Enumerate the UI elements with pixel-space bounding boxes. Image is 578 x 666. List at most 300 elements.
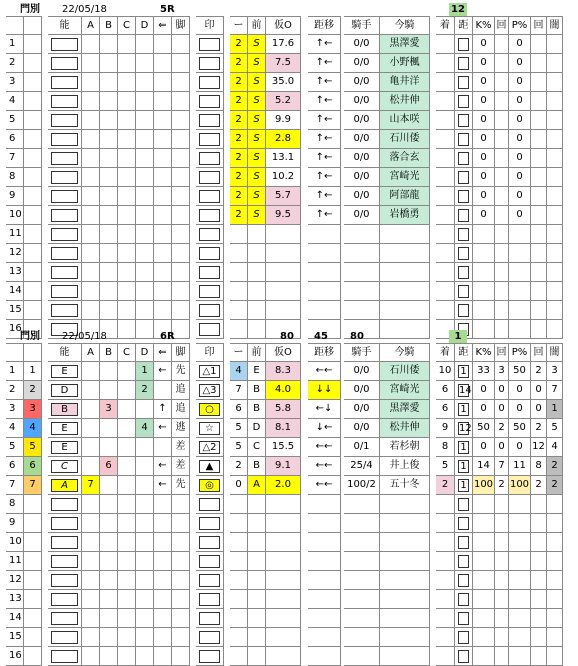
d-cell: 2: [136, 381, 154, 400]
weight-cell: 2: [230, 54, 248, 73]
distance-cell-input[interactable]: [458, 152, 469, 165]
odds-cell: 7.5: [266, 54, 301, 73]
empty-input-cell-input[interactable]: [458, 498, 469, 511]
blank-cell: [82, 533, 100, 552]
mark-cell-input[interactable]: ◎: [199, 479, 220, 492]
dark-cell: [547, 111, 563, 130]
column-header: ⇐: [154, 343, 172, 362]
mark-cell-input[interactable]: [199, 209, 220, 222]
p-count-cell: [531, 168, 547, 187]
empty-input-cell-input[interactable]: [458, 536, 469, 549]
p-rate-cell: 0: [509, 73, 531, 92]
distance-cell-input[interactable]: [458, 190, 469, 203]
horse-number: 1: [6, 35, 24, 54]
c-cell: [118, 457, 136, 476]
empty-input-cell-input[interactable]: [199, 323, 220, 336]
blank-cell: [547, 552, 563, 571]
table-row: [6, 168, 572, 187]
empty-input-cell-input[interactable]: [51, 285, 78, 298]
k-rate-cell: 0: [473, 206, 495, 225]
empty-input-cell-input[interactable]: [458, 285, 469, 298]
blank-cell: [495, 225, 509, 244]
empty-input-cell-input[interactable]: [199, 650, 220, 663]
mark-cell-input[interactable]: △3: [199, 384, 220, 397]
blank-cell: [24, 225, 42, 244]
blank-cell: [344, 244, 380, 263]
column-header: D: [136, 343, 154, 362]
jockey-stat-cell: 0/1: [344, 438, 380, 457]
empty-input-cell-input[interactable]: [199, 285, 220, 298]
dark-cell: [547, 168, 563, 187]
ability-cell-input[interactable]: D: [51, 384, 78, 397]
weight-cell: 7: [230, 381, 248, 400]
distance-cell-input[interactable]: 1: [458, 441, 469, 454]
finish-cell: [436, 149, 455, 168]
blank-cell: [136, 609, 154, 628]
jockey-stat-cell: 0/0: [344, 149, 380, 168]
column-header: 闇: [547, 343, 563, 362]
distance-cell-input[interactable]: [458, 171, 469, 184]
empty-input-cell-input[interactable]: [199, 304, 220, 317]
distance-cell: [455, 111, 473, 130]
blank-cell: [266, 244, 301, 263]
style-cell: C: [248, 438, 266, 457]
empty-input-cell-input[interactable]: [51, 555, 78, 568]
blank-cell: [344, 514, 380, 533]
empty-input-cell-input[interactable]: [51, 304, 78, 317]
header-blank: [24, 16, 42, 35]
mark-cell-input[interactable]: [199, 171, 220, 184]
mark-cell-input[interactable]: ○: [199, 403, 220, 416]
empty-input-cell: [455, 244, 473, 263]
blank-cell: [436, 282, 455, 301]
mark-cell-input[interactable]: [199, 95, 220, 108]
ability-cell-input[interactable]: [51, 133, 78, 146]
empty-input-cell-input[interactable]: [458, 266, 469, 279]
rider-cell: 黒澤愛: [380, 400, 430, 419]
distance-cell-input[interactable]: [458, 38, 469, 51]
empty-input-cell-input[interactable]: [458, 228, 469, 241]
blank-cell: [248, 320, 266, 339]
blank-cell: [136, 168, 154, 187]
finish-cell: 8: [436, 438, 455, 457]
table-row: [6, 400, 572, 419]
style-cell: B: [248, 400, 266, 419]
column-header: 騎手: [344, 16, 380, 35]
ability-cell: [48, 438, 82, 457]
arrow-cell: ←: [154, 419, 172, 438]
blank-cell: [380, 533, 430, 552]
ability-cell-input[interactable]: [51, 114, 78, 127]
leg-cell: 先: [172, 476, 190, 495]
blank-cell: [24, 590, 42, 609]
blank-cell: [118, 628, 136, 647]
header-blank: [6, 343, 24, 362]
p-count-cell: 2: [531, 476, 547, 495]
empty-input-cell-input[interactable]: [458, 631, 469, 644]
c-cell: [118, 362, 136, 381]
mark-cell-input[interactable]: △2: [199, 441, 220, 454]
p-count-cell: [531, 54, 547, 73]
ability-cell: [48, 419, 82, 438]
empty-input-cell-input[interactable]: [51, 593, 78, 606]
mark-cell-input[interactable]: ▲: [199, 460, 220, 473]
blank-cell: [344, 495, 380, 514]
odds-cell: 8.3: [266, 362, 301, 381]
blank-cell: [136, 35, 154, 54]
blank-cell: [100, 54, 118, 73]
distance-cell: [455, 54, 473, 73]
blank-cell: [100, 282, 118, 301]
empty-input-cell-input[interactable]: [199, 612, 220, 625]
ability-cell-input[interactable]: E: [51, 422, 78, 435]
dark-cell: [547, 149, 563, 168]
empty-input-cell: [196, 590, 224, 609]
horse-number: 15: [6, 301, 24, 320]
empty-input-cell-input[interactable]: [51, 498, 78, 511]
style-cell: S: [248, 73, 266, 92]
blank-cell: [266, 282, 301, 301]
blank-cell: [495, 628, 509, 647]
distance-cell: [455, 419, 473, 438]
blank-cell: [100, 552, 118, 571]
dark-cell: 5: [547, 419, 563, 438]
gate-cell: [24, 149, 42, 168]
p-count-cell: [531, 35, 547, 54]
empty-input-cell-input[interactable]: [51, 536, 78, 549]
leg-cell: 差: [172, 457, 190, 476]
empty-input-cell-input[interactable]: [51, 612, 78, 625]
table-row-empty: [6, 495, 572, 514]
d-cell: [136, 400, 154, 419]
distance-cell: [455, 130, 473, 149]
column-header: 前: [248, 16, 266, 35]
empty-input-cell: [455, 263, 473, 282]
dark-cell: [547, 73, 563, 92]
blank-cell: [172, 301, 190, 320]
column-header: 回: [531, 343, 547, 362]
blank-cell: [100, 149, 118, 168]
ability-cell-input[interactable]: [51, 190, 78, 203]
empty-input-cell-input[interactable]: [199, 266, 220, 279]
empty-input-cell-input[interactable]: [51, 517, 78, 530]
blank-cell: [172, 609, 190, 628]
ability-cell: [48, 187, 82, 206]
empty-input-cell-input[interactable]: [458, 247, 469, 260]
mark-cell-input[interactable]: △1: [199, 365, 220, 378]
empty-input-cell: [455, 495, 473, 514]
horse-number: 2: [6, 54, 24, 73]
empty-input-cell-input[interactable]: [51, 266, 78, 279]
rider-cell: 岩橋勇: [380, 206, 430, 225]
ability-cell-input[interactable]: E: [51, 441, 78, 454]
p-rate-cell: 0: [509, 206, 531, 225]
blank-cell: [24, 571, 42, 590]
empty-input-cell-input[interactable]: [199, 555, 220, 568]
column-header: 能: [48, 343, 82, 362]
blank-cell: [136, 92, 154, 111]
blank-cell: [495, 244, 509, 263]
blank-cell: [380, 225, 430, 244]
empty-input-cell-input[interactable]: [458, 574, 469, 587]
empty-input-cell-input[interactable]: [199, 574, 220, 587]
blank-cell: [380, 590, 430, 609]
blank-cell: [100, 263, 118, 282]
blank-cell: [344, 263, 380, 282]
blank-cell: [308, 609, 341, 628]
move-cell: ←←: [308, 438, 341, 457]
blank-cell: [531, 533, 547, 552]
blank-cell: [308, 282, 341, 301]
dark-cell: [547, 35, 563, 54]
weight-cell: 0: [230, 476, 248, 495]
empty-input-cell-input[interactable]: [51, 631, 78, 644]
empty-input-cell-input[interactable]: [458, 650, 469, 663]
distance-cell-input[interactable]: [458, 57, 469, 70]
blank-cell: [118, 647, 136, 666]
blank-cell: [82, 149, 100, 168]
style-cell: B: [248, 381, 266, 400]
table-row: [6, 92, 572, 111]
mark-cell: [196, 206, 224, 225]
blank-cell: [172, 149, 190, 168]
empty-input-cell-input[interactable]: [458, 612, 469, 625]
jockey-stat-cell: 0/0: [344, 419, 380, 438]
table-row: [6, 111, 572, 130]
p-count-cell: 0: [531, 381, 547, 400]
leg-cell: 先: [172, 362, 190, 381]
ability-cell: [48, 111, 82, 130]
leg-cell: 差: [172, 438, 190, 457]
empty-input-cell-input[interactable]: [458, 555, 469, 568]
empty-input-cell-input[interactable]: [199, 536, 220, 549]
empty-input-cell-input[interactable]: [51, 228, 78, 241]
empty-input-cell-input[interactable]: [199, 247, 220, 260]
blank-cell: [154, 647, 172, 666]
blank-cell: [266, 514, 301, 533]
rider-cell: 松井伸: [380, 92, 430, 111]
blank-cell: [100, 301, 118, 320]
distance-cell-input[interactable]: 1: [458, 479, 469, 492]
p-rate-cell: 0: [509, 187, 531, 206]
gate-cell: [24, 168, 42, 187]
blank-cell: [509, 244, 531, 263]
blank-cell: [154, 206, 172, 225]
distance-cell-input[interactable]: 14: [459, 385, 472, 396]
horse-number: 8: [6, 168, 24, 187]
horse-number: 15: [6, 628, 24, 647]
blank-cell: [547, 647, 563, 666]
empty-input-cell-input[interactable]: [458, 517, 469, 530]
blank-cell: [436, 514, 455, 533]
arrow-cell: [154, 438, 172, 457]
empty-input-cell: [196, 533, 224, 552]
blank-cell: [136, 149, 154, 168]
empty-input-cell-input[interactable]: [458, 304, 469, 317]
odds-cell: 9.1: [266, 457, 301, 476]
blank-cell: [172, 647, 190, 666]
empty-input-cell-input[interactable]: [199, 498, 220, 511]
p-rate-cell: 0: [509, 92, 531, 111]
style-cell: S: [248, 206, 266, 225]
mark-cell-input[interactable]: [199, 76, 220, 89]
empty-input-cell: [48, 282, 82, 301]
p-count-cell: [531, 130, 547, 149]
horse-number: 1: [6, 362, 24, 381]
distance-cell-input[interactable]: [458, 133, 469, 146]
p-rate-cell: 100: [509, 476, 531, 495]
p-count-cell: 2: [531, 419, 547, 438]
blank-cell: [172, 225, 190, 244]
ability-cell: [48, 54, 82, 73]
blank-cell: [248, 628, 266, 647]
table-row: [6, 457, 572, 476]
distance-cell-input[interactable]: 1: [458, 365, 469, 378]
dark-cell: 2: [547, 457, 563, 476]
ability-cell: [48, 400, 82, 419]
ability-cell: [48, 206, 82, 225]
dark-cell: 1: [547, 400, 563, 419]
p-count-cell: 12: [531, 438, 547, 457]
empty-input-cell: [455, 552, 473, 571]
blank-cell: [118, 320, 136, 339]
empty-input-cell-input[interactable]: [199, 517, 220, 530]
weight-cell: 2: [230, 149, 248, 168]
date-label-2: 22/05/18: [62, 331, 107, 342]
blank-cell: [136, 533, 154, 552]
count-badge-2: 1: [449, 330, 467, 344]
distance-cell-input[interactable]: [458, 76, 469, 89]
ability-cell-input[interactable]: B: [51, 403, 78, 416]
blank-cell: [154, 168, 172, 187]
column-header: ⇐: [154, 16, 172, 35]
empty-input-cell: [455, 590, 473, 609]
blank-cell: [136, 54, 154, 73]
rider-cell: 井上俊: [380, 457, 430, 476]
empty-input-cell: [48, 628, 82, 647]
table-row: [6, 362, 572, 381]
d-cell: [136, 438, 154, 457]
move-cell: ↑←: [308, 168, 341, 187]
blank-cell: [495, 282, 509, 301]
mark-cell-input[interactable]: [199, 133, 220, 146]
mark-cell-input[interactable]: ☆: [199, 422, 220, 435]
blank-cell: [172, 628, 190, 647]
blank-cell: [118, 92, 136, 111]
blank-cell: [154, 244, 172, 263]
empty-input-cell: [48, 225, 82, 244]
empty-input-cell-input[interactable]: [51, 247, 78, 260]
column-header: 距移: [308, 16, 341, 35]
empty-input-cell-input[interactable]: [51, 574, 78, 587]
mark-cell-input[interactable]: [199, 38, 220, 51]
ability-cell-input[interactable]: [51, 152, 78, 165]
empty-input-cell-input[interactable]: [199, 593, 220, 606]
mark-cell-input[interactable]: [199, 114, 220, 127]
k-count-cell: [495, 206, 509, 225]
mark-cell-input[interactable]: [199, 190, 220, 203]
ability-cell: [48, 92, 82, 111]
horse-number: 13: [6, 590, 24, 609]
distance-cell: [455, 149, 473, 168]
blank-cell: [136, 244, 154, 263]
empty-input-cell-input[interactable]: [199, 228, 220, 241]
blank-cell: [118, 301, 136, 320]
rider-cell: 五十冬: [380, 476, 430, 495]
odds-cell: 8.1: [266, 419, 301, 438]
distance-cell-input[interactable]: [458, 114, 469, 127]
a-cell: [82, 400, 100, 419]
ability-cell-input[interactable]: [51, 95, 78, 108]
blank-cell: [154, 282, 172, 301]
k-count-cell: [495, 35, 509, 54]
ability-cell-input[interactable]: [51, 76, 78, 89]
table-row: [6, 54, 572, 73]
ability-cell-input[interactable]: E: [51, 365, 78, 378]
horse-number: 7: [6, 476, 24, 495]
empty-input-cell-input[interactable]: [458, 593, 469, 606]
venue-label-2: 門別: [20, 331, 40, 342]
distance-cell-input[interactable]: 12: [459, 423, 472, 434]
distance-cell-input[interactable]: [458, 95, 469, 108]
odds-cell: 5.2: [266, 92, 301, 111]
gate-cell: 6: [24, 457, 42, 476]
blank-cell: [509, 533, 531, 552]
style-cell: B: [248, 457, 266, 476]
empty-input-cell: [455, 609, 473, 628]
distance-cell-input[interactable]: 1: [458, 403, 469, 416]
mark-cell: [196, 54, 224, 73]
p-count-cell: 0: [531, 400, 547, 419]
blank-cell: [136, 282, 154, 301]
blank-cell: [136, 590, 154, 609]
empty-input-cell-input[interactable]: [199, 631, 220, 644]
blank-cell: [308, 571, 341, 590]
ability-cell-input[interactable]: C: [51, 460, 78, 473]
ability-cell-input[interactable]: [51, 57, 78, 70]
blank-cell: [380, 571, 430, 590]
odds-cell: 9.9: [266, 111, 301, 130]
blank-cell: [248, 514, 266, 533]
blank-cell: [82, 609, 100, 628]
blank-cell: [509, 514, 531, 533]
style-cell: E: [248, 362, 266, 381]
horse-number: 13: [6, 263, 24, 282]
arrow-cell: ←: [154, 476, 172, 495]
ability-cell-input[interactable]: [51, 209, 78, 222]
mark-cell-input[interactable]: [199, 57, 220, 70]
finish-cell: [436, 92, 455, 111]
horse-number: 5: [6, 438, 24, 457]
blank-cell: [154, 54, 172, 73]
blank-cell: [308, 244, 341, 263]
empty-input-cell-input[interactable]: [51, 650, 78, 663]
mark-cell: [196, 362, 224, 381]
blank-cell: [118, 282, 136, 301]
column-header: K%: [473, 343, 495, 362]
blank-cell: [100, 92, 118, 111]
distance-cell-input[interactable]: [458, 209, 469, 222]
blank-cell: [100, 206, 118, 225]
ability-cell-input[interactable]: A: [51, 479, 78, 492]
column-header: C: [118, 16, 136, 35]
distance-cell-input[interactable]: 1: [458, 460, 469, 473]
blank-cell: [531, 571, 547, 590]
ability-cell-input[interactable]: [51, 171, 78, 184]
blank-cell: [100, 495, 118, 514]
mark-cell-input[interactable]: [199, 152, 220, 165]
ability-cell-input[interactable]: [51, 38, 78, 51]
